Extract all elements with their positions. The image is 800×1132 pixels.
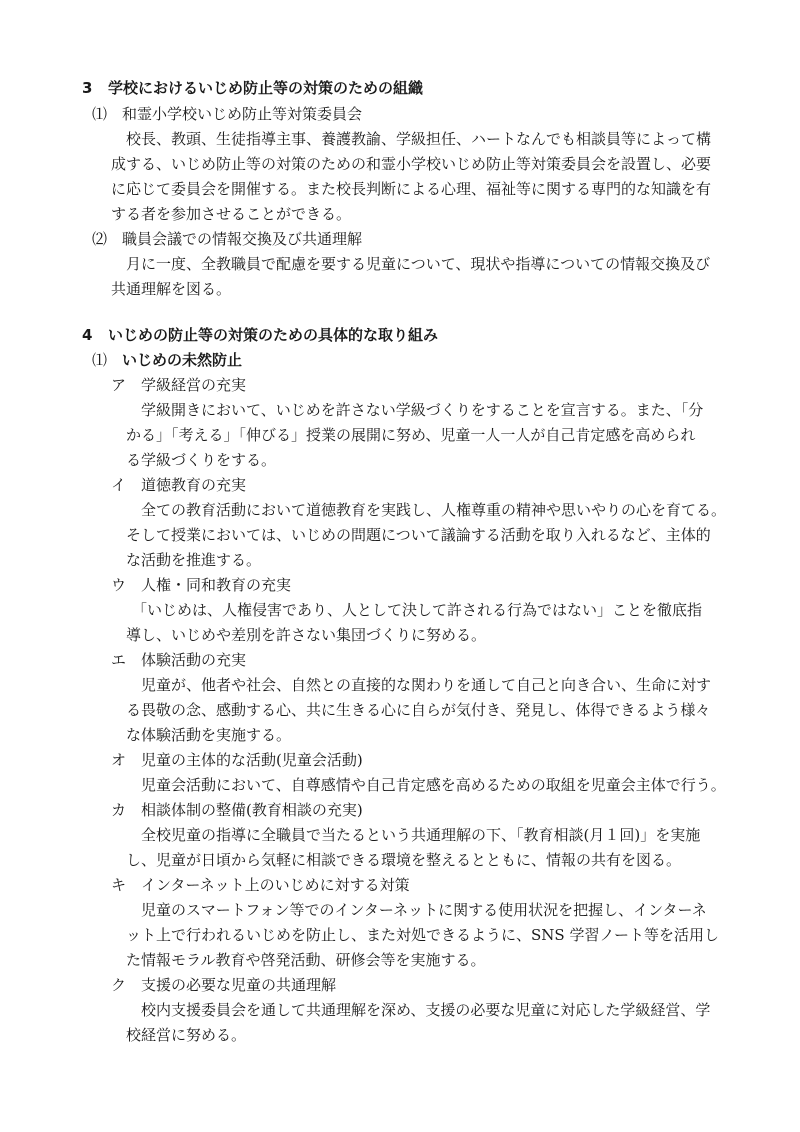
s4-item-ki-body-line: 児童のスマートフォン等でのインターネットに関する使用状況を把握し、インターネ bbox=[141, 901, 707, 919]
s4-sub-1-label: ⑴ bbox=[92, 351, 108, 369]
s4-item-u-heading bbox=[111, 572, 291, 598]
s4-item-i-kana: イ bbox=[111, 476, 127, 494]
s4-item-o-kana: オ bbox=[111, 751, 127, 769]
s4-item-ka-body-line: 全校児童の指導に全職員で当たるという共通理解の下、「教育相談(月１回)」を実施 bbox=[141, 826, 701, 844]
s4-item-ki-kana: キ bbox=[111, 876, 127, 894]
s4-item-ka-heading bbox=[111, 797, 363, 823]
s4-item-ki-heading bbox=[111, 872, 410, 898]
s4-item-a-body-line: かる」「考える」「伸びる」授業の展開に努め、児童一人一人が自己肯定感を高められ bbox=[126, 426, 696, 444]
s4-item-ku-kana: ク bbox=[111, 976, 127, 994]
s4-item-e-body-line: 児童が、他者や社会、自然との直接的な関わりを通して自己と向き合い、生命に対す bbox=[141, 676, 712, 694]
s4-item-i-body-line: そして授業においては、いじめの問題について議論する活動を取り入れるなど、主体的 bbox=[126, 526, 711, 544]
s4-item-i-body-line: 全ての教育活動において道徳教育を実践し、人権尊重の精神や思いやりの心を育てる。 bbox=[141, 501, 727, 519]
section-3-heading bbox=[82, 75, 423, 101]
s4-item-e-kana: エ bbox=[111, 651, 127, 669]
s4-item-u-body-line: 導し、いじめや差別を許さない集団づくりに努める。 bbox=[126, 626, 487, 644]
s4-item-e-body-line: な体験活動を実施する。 bbox=[126, 726, 292, 744]
s4-item-a-heading bbox=[111, 372, 246, 398]
section-4-number: 4 bbox=[82, 326, 93, 344]
s4-item-e-title: 体験活動の充実 bbox=[141, 651, 247, 669]
s3-item-1-heading bbox=[92, 101, 362, 127]
s4-item-u-kana: ウ bbox=[111, 576, 127, 594]
s4-item-ki-body-line: ット上で行われるいじめを防止し、また対処できるように、SNS 学習ノート等を活用し bbox=[126, 926, 719, 944]
s4-item-ki-body-line: た情報モラル教育や啓発活動、研修会等を実施する。 bbox=[126, 951, 486, 969]
s4-item-e-heading bbox=[111, 647, 246, 673]
section-4-title: いじめの防止等の対策のための具体的な取り組み bbox=[108, 326, 439, 344]
s3-item-2-body-line: 共通理解を図る。 bbox=[111, 280, 232, 298]
s4-item-o-title: 児童の主体的な活動(児童会活動) bbox=[141, 751, 363, 769]
s4-item-ku-body-line: 校経営に努める。 bbox=[126, 1026, 247, 1044]
s3-item-1-label: ⑴ bbox=[92, 105, 108, 123]
s4-item-a-title: 学級経営の充実 bbox=[141, 376, 247, 394]
s4-item-o-heading bbox=[111, 747, 363, 773]
s4-item-ka-body-line: し、児童が日頃から気軽に相談できる環境を整えるとともに、情報の共有を図る。 bbox=[126, 851, 682, 869]
s3-item-2-heading bbox=[92, 226, 362, 252]
s3-item-2-body-line: 月に一度、全教職員で配慮を要する児童について、現状や指導についての情報交換及び bbox=[126, 255, 711, 273]
s4-item-e-body-line: る畏敬の念、感動する心、共に生きる心に自らが気付き、発見し、体得できるよう様々 bbox=[126, 701, 711, 719]
s3-item-2-title: 職員会議での情報交換及び共通理解 bbox=[122, 230, 363, 248]
s3-item-1-body-line: する者を参加させることができる。 bbox=[111, 205, 352, 223]
s4-item-ku-title: 支援の必要な児童の共通理解 bbox=[141, 976, 337, 994]
s4-item-ka-kana: カ bbox=[111, 801, 127, 819]
s3-item-1-body-line: に応じて委員会を開催する。また校長判断による心理、福祉等に関する専門的な知識を有 bbox=[111, 180, 712, 198]
s3-item-1-title: 和霊小学校いじめ防止等対策委員会 bbox=[122, 105, 363, 123]
s4-item-ku-body-line: 校内支援委員会を通して共通理解を深め、支援の必要な児童に対応した学級経営、学 bbox=[141, 1001, 711, 1019]
s4-item-u-title: 人権・同和教育の充実 bbox=[141, 576, 292, 594]
s4-item-i-body-line: な活動を推進する。 bbox=[126, 551, 262, 569]
s4-item-a-kana: ア bbox=[111, 376, 127, 394]
s4-item-u-body-line: 「いじめは、人権侵害であり、人として決して許される行為ではない」ことを徹底指 bbox=[132, 601, 703, 619]
s4-item-ku-heading bbox=[111, 972, 336, 998]
s4-item-o-body-line: 児童会活動において、自尊感情や自己肯定感を高めるための取組を児童会主体で行う。 bbox=[141, 776, 726, 794]
s3-item-1-body-line: 成する、いじめ防止等の対策のための和霊小学校いじめ防止等対策委員会を設置し、必要 bbox=[111, 155, 712, 173]
section-3-number: 3 bbox=[82, 79, 93, 97]
section-4-heading bbox=[82, 322, 438, 348]
s4-item-ka-title: 相談体制の整備(教育相談の充実) bbox=[141, 801, 363, 819]
s3-item-2-label: ⑵ bbox=[92, 230, 108, 248]
s3-item-1-body-line: 校長、教頭、生徒指導主事、養護教諭、学級担任、ハートなんでも相談員等によって構 bbox=[126, 130, 712, 148]
s4-item-a-body-line: 学級開きにおいて、いじめを許さない学級づくりをすることを宣言する。また、「分 bbox=[141, 401, 704, 419]
s4-sub-1-heading bbox=[92, 347, 242, 373]
s4-item-i-heading bbox=[111, 472, 246, 498]
s4-item-i-title: 道徳教育の充実 bbox=[141, 476, 247, 494]
s4-item-ki-title: インターネット上のいじめに対する対策 bbox=[141, 876, 410, 894]
s4-item-a-body-line: る学級づくりをする。 bbox=[126, 451, 277, 469]
section-3-title: 学校におけるいじめ防止等の対策のための組織 bbox=[108, 79, 424, 97]
s4-sub-1-title: いじめの未然防止 bbox=[122, 351, 243, 369]
